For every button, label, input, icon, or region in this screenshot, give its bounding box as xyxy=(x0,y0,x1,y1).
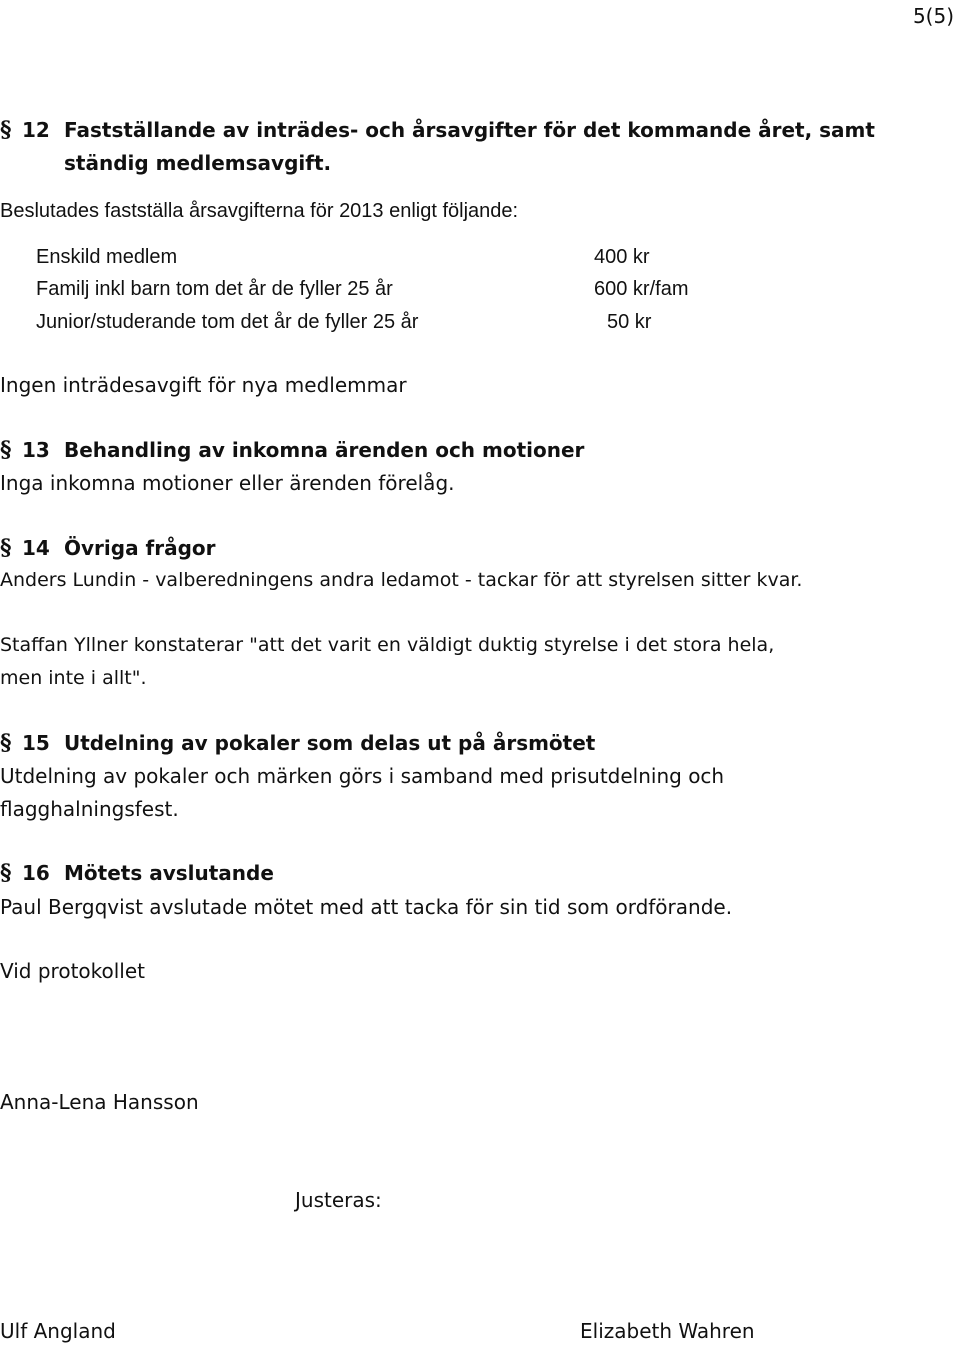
fee-label: Familj inkl barn tom det år de fyller 25 år xyxy=(36,278,393,300)
vid-protokollet: Vid protokollet xyxy=(0,959,146,983)
section-symbol: § xyxy=(0,535,12,561)
section-14-heading xyxy=(0,536,216,560)
section-number: 14 xyxy=(22,536,50,560)
adjuster-name: Ulf Angland xyxy=(0,1319,116,1343)
fee-label: Junior/studerande tom det år de fyller 25 år xyxy=(36,311,419,333)
section-number: 13 xyxy=(22,438,50,462)
adjuster-name: Elizabeth Wahren xyxy=(580,1319,755,1343)
fee-note: Ingen inträdesavgift för nya medlemmar xyxy=(0,373,407,397)
section-number: 16 xyxy=(22,861,50,885)
section-symbol: § xyxy=(0,117,12,143)
section-16-body: Paul Bergqvist avslutade mötet med att tacka för sin tid som ordförande. xyxy=(0,895,733,919)
section-12-heading-cont: ständig medlemsavgift. xyxy=(64,151,332,175)
fee-intro: Beslutades fastställa årsavgifterna för 2013 enligt följande: xyxy=(0,200,519,222)
section-number: 15 xyxy=(22,731,50,755)
justeras-label: Justeras: xyxy=(295,1188,382,1212)
section-symbol: § xyxy=(0,730,12,756)
section-14-quote-cont: men inte i allt". xyxy=(0,667,147,689)
section-15-heading xyxy=(0,731,595,755)
section-title: Fastställande av inträdes- och årsavgifter för det kommande året, samt xyxy=(64,118,875,142)
section-15-body-cont: flagghalningsfest. xyxy=(0,797,179,821)
section-title: Mötets avslutande xyxy=(64,861,274,885)
section-16-heading xyxy=(0,861,274,885)
section-title: Behandling av inkomna ärenden och motioner xyxy=(64,438,585,462)
section-13-body: Inga inkomna motioner eller ärenden förelåg. xyxy=(0,471,455,495)
section-13-heading xyxy=(0,438,584,462)
section-15-body: Utdelning av pokaler och märken görs i samband med prisutdelning och xyxy=(0,764,725,788)
section-number: 12 xyxy=(22,118,50,142)
page-number: 5(5) xyxy=(912,4,954,28)
section-symbol: § xyxy=(0,437,12,463)
fee-amount: 400 kr xyxy=(594,246,650,268)
fee-amount: 50 kr xyxy=(607,311,652,333)
fee-amount: 600 kr/fam xyxy=(594,278,689,300)
section-14-quote: Staffan Yllner konstaterar "att det varit en väldigt duktig styrelse i det stora hela, xyxy=(0,634,775,656)
section-title: Utdelning av pokaler som delas ut på årsmötet xyxy=(64,731,596,755)
section-12-heading xyxy=(0,118,875,142)
fee-label: Enskild medlem xyxy=(36,246,178,268)
section-14-body: Anders Lundin - valberedningens andra ledamot - tackar för att styrelsen sitter kvar. xyxy=(0,569,803,591)
section-title: Övriga frågor xyxy=(64,536,216,560)
secretary-name: Anna-Lena Hansson xyxy=(0,1090,199,1114)
section-symbol: § xyxy=(0,860,12,886)
